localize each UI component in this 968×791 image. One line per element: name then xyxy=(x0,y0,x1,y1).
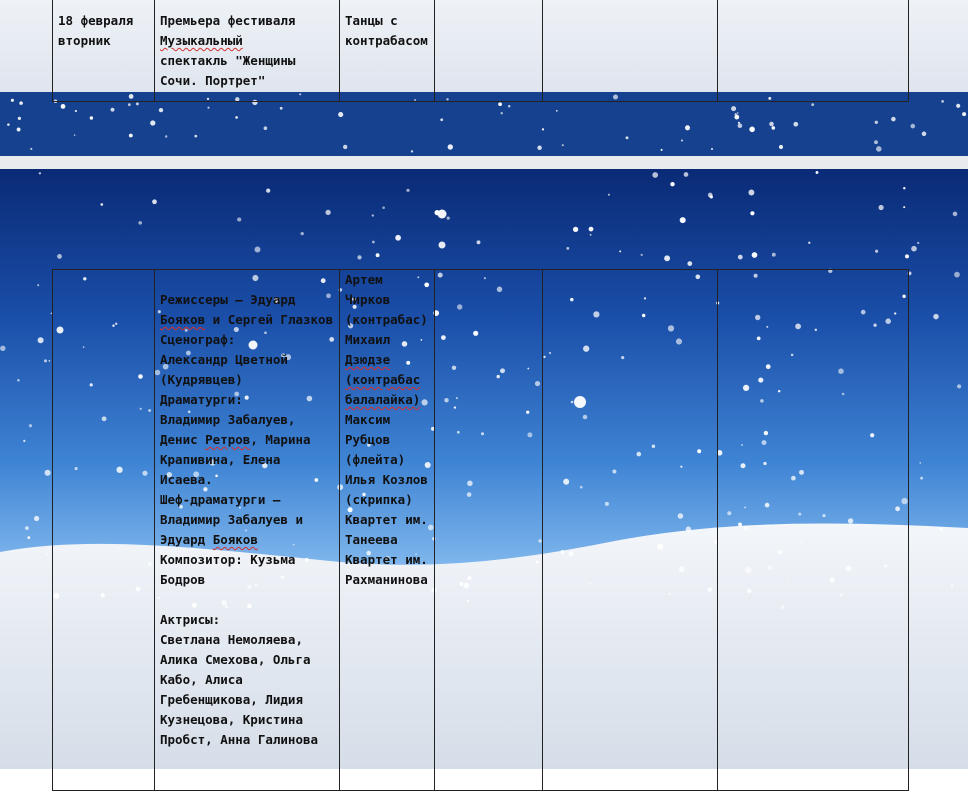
snowflake xyxy=(357,255,361,259)
empty-cell xyxy=(718,270,909,791)
snowflake xyxy=(264,126,268,130)
misspelled-name: Дзюдзе xyxy=(345,352,391,367)
snowflake xyxy=(903,187,905,189)
snowflake xyxy=(708,193,713,198)
snowflake xyxy=(39,172,41,174)
snowflake xyxy=(556,110,558,112)
snowflake xyxy=(382,206,385,209)
event-genre: Музыкальный xyxy=(160,33,243,48)
snowflake xyxy=(670,182,674,186)
snowflake xyxy=(917,242,919,244)
snowflake xyxy=(687,261,692,266)
table-row xyxy=(53,270,909,791)
directors: Режиссеры – Эдуард Бояков и Сергей Глазков xyxy=(160,292,334,327)
performer: Михаил Дзюдзе (контрабас балалайка) xyxy=(345,332,421,407)
snowflake xyxy=(811,103,814,106)
snowflake xyxy=(395,235,401,241)
snowflake xyxy=(438,210,447,219)
program-cell: Танцы с контрабасом xyxy=(340,0,435,102)
snowflake xyxy=(165,135,167,137)
snowflake xyxy=(779,145,783,149)
snowflake xyxy=(75,110,77,112)
snowflake xyxy=(954,272,960,278)
snowflake xyxy=(29,424,32,427)
snowflake xyxy=(498,102,502,106)
empty-cell xyxy=(543,270,718,791)
snowflake xyxy=(711,148,713,150)
snowflake xyxy=(90,116,93,119)
snowflake xyxy=(27,536,30,539)
snowflake xyxy=(152,199,157,204)
snowflake xyxy=(769,122,774,127)
snowflake xyxy=(562,144,564,146)
snowflake xyxy=(111,108,115,112)
snowflake xyxy=(501,112,503,114)
snowflake xyxy=(750,211,754,215)
snowflake xyxy=(542,128,544,130)
snowflake xyxy=(406,189,409,192)
empty-cell xyxy=(53,270,155,791)
snowflake xyxy=(772,253,776,257)
actresses-list: Светлана Немоляева, Алика Смехова, Ольга Кабо, Алиса Гребенщикова, Лидия Кузнецова, Кристина Пробст, Анна Галинова xyxy=(160,632,319,747)
snowflake xyxy=(45,470,51,476)
snowflake xyxy=(23,440,25,442)
snowflake xyxy=(664,255,670,261)
snowflake xyxy=(439,242,446,249)
snowflake xyxy=(957,384,961,388)
snowflake xyxy=(731,106,736,111)
snowflake xyxy=(266,188,270,192)
snowflake xyxy=(962,112,966,116)
snowflake xyxy=(235,116,238,119)
snowflake xyxy=(448,144,453,149)
misspelled-name: Бояков xyxy=(212,532,258,547)
snowflake xyxy=(772,126,776,130)
snowflake xyxy=(25,526,29,530)
snowflake xyxy=(590,234,592,236)
snowflake xyxy=(685,125,690,130)
snowflake xyxy=(17,379,19,381)
snowflake xyxy=(589,227,594,232)
snowflake xyxy=(941,100,944,103)
actresses-label: Актрисы: xyxy=(160,612,221,627)
head-playwrights: Шеф-драматурги – Владимир Забалуев и Эдуард Бояков xyxy=(160,492,303,547)
snowflake xyxy=(808,242,810,244)
snowflake xyxy=(793,122,798,127)
page-divider xyxy=(0,156,968,169)
snowflake xyxy=(875,250,878,253)
event-title: Премьера фестиваля xyxy=(160,13,296,28)
snowflake xyxy=(681,139,683,141)
snowflake xyxy=(737,112,739,114)
snowflake xyxy=(919,462,921,464)
snowflake xyxy=(922,132,927,137)
snowflake xyxy=(376,253,380,257)
snowflake xyxy=(508,105,510,107)
snowflake xyxy=(477,240,481,244)
snowflake xyxy=(11,99,14,102)
composer: Композитор: Кузьма Бодров xyxy=(160,552,296,587)
performer: Квартет им. Танеева xyxy=(345,512,428,547)
snowflake xyxy=(953,212,958,217)
performer: Артем Чирков (контрабас) xyxy=(345,272,428,327)
snowflake xyxy=(440,118,443,121)
snowflake xyxy=(338,112,343,117)
snowflake xyxy=(940,528,943,531)
snowflake xyxy=(325,210,330,215)
misspelled-name: Ретров xyxy=(205,432,251,447)
snowflake xyxy=(49,360,51,362)
snowflake xyxy=(874,140,878,144)
snowflake xyxy=(343,145,347,149)
stage-designer: Сценограф: Александр Цветной (Кудрявцев) xyxy=(160,332,288,387)
snowflake xyxy=(626,136,629,139)
empty-cell xyxy=(543,0,718,102)
performer: Квартет им. Рахманинова xyxy=(345,552,428,587)
snowflake xyxy=(255,247,261,253)
snowflake xyxy=(7,123,10,126)
snowflake xyxy=(237,217,241,221)
snowflake xyxy=(37,284,39,286)
snowflake xyxy=(207,107,209,109)
snowflake xyxy=(46,553,48,555)
snowflake xyxy=(738,255,743,260)
snowflake xyxy=(608,194,610,196)
snowflake xyxy=(734,115,739,120)
snowflake xyxy=(749,127,755,133)
snowflake xyxy=(956,104,960,108)
snowflake xyxy=(34,516,39,521)
snowflake xyxy=(879,205,884,210)
snowflake xyxy=(911,246,917,252)
snowflake xyxy=(129,134,133,138)
playwrights: Драматурги: Владимир Забалуев, Денис Ретров, Марина Крапивина, Елена Исаева. xyxy=(160,392,311,487)
snowflake xyxy=(100,203,103,206)
performer: Максим Рубцов (флейта) xyxy=(345,412,406,467)
snowflake xyxy=(816,171,819,174)
snowflake xyxy=(619,250,621,252)
snowflake xyxy=(748,190,754,196)
snowflake xyxy=(537,146,542,151)
snowflake xyxy=(372,214,374,216)
snowflake xyxy=(44,359,47,362)
snowflake xyxy=(17,128,21,132)
snowflake xyxy=(194,135,197,138)
snowflake xyxy=(74,134,76,136)
snowflake xyxy=(920,477,923,480)
misspelled-name: Бояков xyxy=(160,312,206,327)
snowflake xyxy=(61,104,66,109)
snowflake xyxy=(138,221,142,225)
credits-cell xyxy=(155,270,340,791)
snowflake xyxy=(566,247,569,250)
snowflake xyxy=(128,103,131,106)
snowflake xyxy=(447,216,450,219)
snowflake xyxy=(372,241,375,244)
empty-cell xyxy=(435,0,543,102)
date-cell: 18 февраля вторник xyxy=(53,0,155,102)
snowflake xyxy=(301,232,304,235)
snowflake xyxy=(875,121,878,124)
snowflake xyxy=(57,254,62,259)
empty-cell xyxy=(718,0,909,102)
snowflake xyxy=(911,124,916,129)
schedule-table-details xyxy=(52,269,909,791)
snowflake xyxy=(903,206,905,208)
snowflake xyxy=(933,314,939,320)
snowflake xyxy=(136,102,139,105)
snowflake xyxy=(19,101,23,105)
performer: Илья Козлов (скрипка) xyxy=(345,472,428,507)
snowflake xyxy=(411,150,413,152)
snowflake xyxy=(652,172,658,178)
snowflake xyxy=(641,254,643,256)
snowflake xyxy=(752,252,758,258)
snowflake xyxy=(738,123,743,128)
snowflake xyxy=(150,120,155,125)
snowflake xyxy=(680,217,686,223)
performers-cell xyxy=(340,270,435,791)
snowflake xyxy=(951,584,954,587)
snowflake xyxy=(661,149,663,151)
snowflake xyxy=(0,346,5,351)
event-name: спектакль "Женщины Сочи. Портрет" xyxy=(160,53,296,88)
snowflake xyxy=(18,117,21,120)
snowflake xyxy=(159,108,163,112)
snowflake xyxy=(684,172,689,177)
event-cell xyxy=(155,0,340,102)
snowflake xyxy=(905,254,909,258)
snowflake xyxy=(876,146,882,152)
table-row xyxy=(53,0,909,102)
snowflake xyxy=(38,337,44,343)
snowflake xyxy=(280,107,283,110)
schedule-table-top xyxy=(52,0,909,102)
snowflake xyxy=(573,227,578,232)
empty-cell xyxy=(435,270,543,791)
snowflake xyxy=(891,117,896,122)
snowflake xyxy=(30,148,32,150)
